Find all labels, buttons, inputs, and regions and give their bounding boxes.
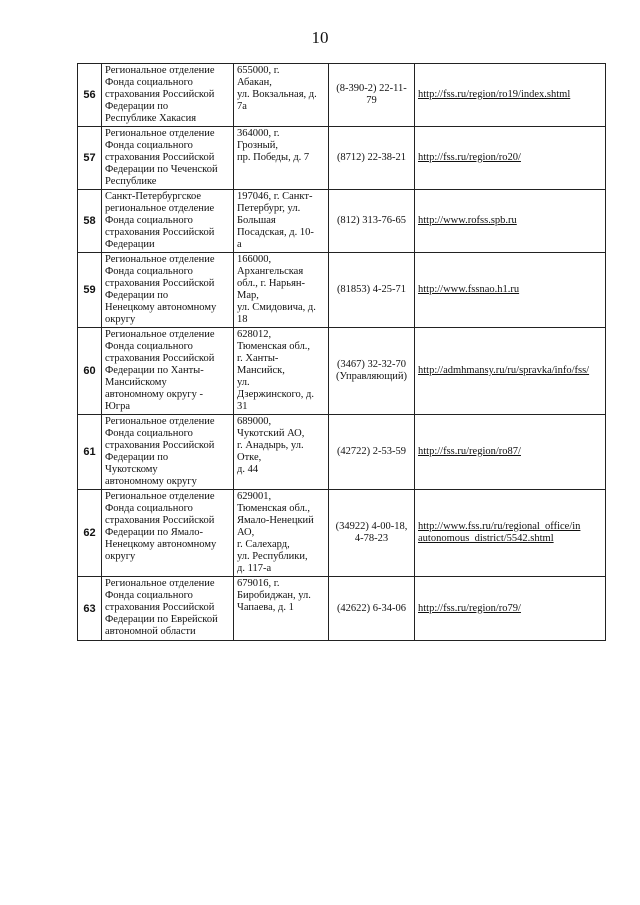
office-name: Региональное отделение Фонда социального страхования Российской Федерации по Ямало- Ненецкому автономному округу [102,490,234,577]
office-url-link[interactable]: http://admhmansy.ru/ru/spravka/info/fss/ [418,365,590,376]
office-url-link[interactable]: http://fss.ru/region/ro79/ [418,602,521,614]
office-url-link[interactable]: http://www.rofss.spb.ru [418,215,517,226]
table-row [78,490,606,577]
table-row [78,253,606,328]
row-number: 58 [78,190,102,253]
office-url-cell [415,328,606,415]
row-number: 57 [78,127,102,190]
office-address: 197046, г. Санкт- Петербург, ул. Большая Посадская, д. 10- а [234,190,329,253]
row-number: 56 [78,64,102,127]
office-name: Региональное отделение Фонда социального страхования Российской Федерации по Ненецкому автономному округу [102,253,234,328]
office-address: 166000, Архангельская обл., г. Нарьян- Мар, ул. Смидовича, д. 18 [234,253,329,328]
row-number: 60 [78,328,102,415]
office-name: Региональное отделение Фонда социального страхования Российской Федерации по Еврейской автономной области [102,577,234,641]
office-phone: (42622) 6-34-06 [329,577,415,641]
office-address: 364000, г. Грозный, пр. Победы, д. 7 [234,127,329,190]
office-name: Региональное отделение Фонда социального страхования Российской Федерации по Республике Хакасия [102,64,234,127]
office-address: 679016, г. Биробиджан, ул. Чапаева, д. 1 [234,577,329,641]
table-row [78,127,606,190]
office-phone: (34922) 4-00-18, 4-78-23 [329,490,415,577]
office-name: Региональное отделение Фонда социального страхования Российской Федерации по Чукотскому автономному округу [102,415,234,490]
office-name: Региональное отделение Фонда социального страхования Российской Федерации по Чеченской Республике [102,127,234,190]
page-number: 10 [311,28,329,47]
office-address: 628012, Тюменская обл., г. Ханты- Мансийск, ул. Дзержинского, д. 31 [234,328,329,415]
office-url-link[interactable]: http://fss.ru/region/ro19/index.shtml [418,89,571,100]
office-address: 655000, г. Абакан, ул. Вокзальная, д. 7а [234,64,329,127]
office-address: 629001, Тюменская обл., Ямало-Ненецкий АО, г. Салехард, ул. Республики, д. 117-а [234,490,329,577]
regional-offices-table [77,63,606,641]
office-url-cell [415,127,606,190]
office-url-cell [415,64,606,127]
row-number: 63 [78,577,102,641]
office-phone: (8712) 22-38-21 [329,127,415,190]
office-url-cell [415,190,606,253]
office-phone: (8-390-2) 22-11- 79 [329,64,415,127]
office-phone: (81853) 4-25-71 [329,253,415,328]
office-url-link[interactable]: http://www.fss.ru/ru/regional_office/in autonomous_district/5542.shtml [418,521,581,544]
office-url-link[interactable]: http://fss.ru/region/ro87/ [418,446,521,457]
row-number: 59 [78,253,102,328]
table-row [78,64,606,127]
office-url-cell [415,415,606,490]
office-phone: (812) 313-76-65 [329,190,415,253]
office-url-cell [415,577,606,641]
office-url-link[interactable]: http://www.fssnao.h1.ru [418,284,520,295]
table-row [78,190,606,253]
office-name: Санкт-Петербургское региональное отделение Фонда социального страхования Российской Федерации [102,190,234,253]
table-row [78,415,606,490]
office-url-link[interactable]: http://fss.ru/region/ro20/ [418,152,521,163]
table-row [78,577,606,641]
office-address: 689000, Чукотский АО, г. Анадырь, ул. Отке, д. 44 [234,415,329,490]
office-url-cell [415,253,606,328]
office-phone: (42722) 2-53-59 [329,415,415,490]
row-number: 61 [78,415,102,490]
row-number: 62 [78,490,102,577]
office-name: Региональное отделение Фонда социального страхования Российской Федерации по Ханты- Мансийскому автономному округу - Югра [102,328,234,415]
table-row [78,328,606,415]
office-url-cell [415,490,606,577]
office-phone: (3467) 32-32-70 (Управляющий) [329,328,415,415]
